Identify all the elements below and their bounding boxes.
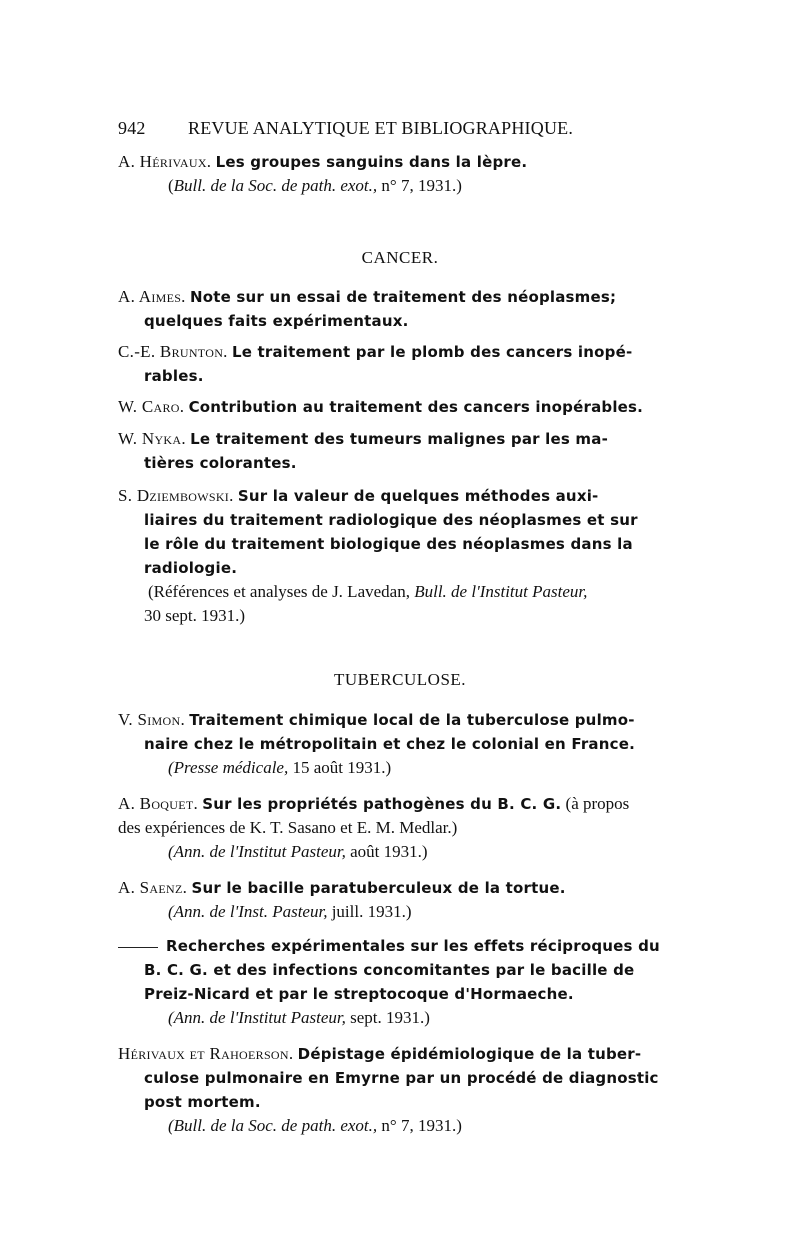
page-number: 942: [118, 118, 146, 138]
entry-title: Traitement chimique local de la tuberculose pulmo-: [189, 711, 635, 729]
section-title-cancer: CANCER.: [361, 248, 439, 267]
entry-title: Sur les propriétés pathogènes du B. C. G.: [202, 795, 562, 813]
entry-title: Recherches expérimentales sur les effets réciproques du: [166, 937, 660, 955]
entry-reference: (Ann. de l'Institut Pasteur, sept. 1931.): [168, 1008, 430, 1027]
entry-reference: (Bull. de la Soc. de path. exot., n° 7, 1931.): [168, 176, 462, 195]
entry-author: W. Caro.: [118, 397, 185, 416]
entry-reference: (Références et analyses de J. Lavedan, Bull. de l'Institut Pasteur,: [148, 582, 588, 601]
entry-reference: (Ann. de l'Institut Pasteur, août 1931.): [168, 842, 428, 861]
entry-title: Dépistage épidémiologique de la tuber-: [297, 1045, 642, 1063]
entry-title: Note sur un essai de traitement des néoplasmes;: [190, 288, 617, 306]
entry-title: Sur la valeur de quelques méthodes auxi-: [237, 487, 599, 505]
entry-caro: [118, 395, 688, 419]
entry-aimes: A. Aimes. Note sur un essai de traitement des néoplasmes; quelques faits expérimentaux.: [118, 287, 617, 330]
entry-title: Les groupes sanguins dans la lèpre.: [215, 153, 528, 171]
entry-brunton: C.-E. Brunton. Le traitement par le plomb des cancers inopé- rables.: [118, 342, 633, 385]
entry-author: A. Boquet.: [118, 794, 199, 813]
entry-nyka: W. Nyka. Le traitement des tumeurs malignes par les ma- tières colorantes.: [118, 429, 609, 472]
section-title-tuberculose: TUBERCULOSE.: [333, 670, 467, 689]
entry-author: A. Hérivaux.: [118, 152, 212, 171]
entry-boquet: A. Boquet. Sur les propriétés pathogènes du B. C. G. (à propos des expériences de K. T. Sasano et E. M. Medlar.) (Ann. de l'Institut Pasteur, août 1931.): [118, 792, 688, 864]
entry-title: Le traitement des tumeurs malignes par les ma-: [190, 430, 609, 448]
entry-author: Hérivaux et Rahoerson.: [118, 1044, 294, 1063]
ditto-dash: [118, 947, 158, 948]
entry-title: Sur le bacille paratuberculeux de la tortue.: [191, 879, 566, 897]
entry-reference: (Ann. de l'Inst. Pasteur, juill. 1931.): [168, 902, 412, 921]
running-title: REVUE ANALYTIQUE ET BIBLIOGRAPHIQUE.: [188, 118, 574, 138]
entry-herivaux-lepre: [118, 150, 688, 198]
entry-title: Le traitement par le plomb des cancers inopé-: [231, 343, 633, 361]
entry-author: A. Saenz.: [118, 878, 188, 897]
entry-herivaux-rahoerson: Hérivaux et Rahoerson. Dépistage épidémiologique de la tuber- culose pulmonaire en Emyrne par un procédé de diagnostic post mortem. (Bull. de la Soc. de path. exot., n° 7, 1931.): [118, 1042, 688, 1138]
entry-author: W. Nyka.: [118, 429, 186, 448]
entry-dziembowski: S. Dziembowski. Sur la valeur de quelques méthodes auxi- liaires du traitement radiologique des néoplasmes et sur le rôle du traitement biologique des néoplasmes dans la radiologie. (Références et analyses de J. Lavedan, Bull. de l'Institut Pasteur, 30 sept. 1931.): [118, 484, 688, 628]
page-header: [118, 118, 688, 139]
entry-author: C.-E. Brunton.: [118, 342, 228, 361]
entry-saenz: [118, 876, 688, 924]
entry-author: V. Simon.: [118, 710, 185, 729]
entry-reference: (Bull. de la Soc. de path. exot., n° 7, 1931.): [168, 1116, 462, 1135]
entry-reference: (Presse médicale, 15 août 1931.): [168, 758, 392, 777]
entry-recherches: Recherches expérimentales sur les effets réciproques du B. C. G. et des infections concomitantes par le bacille de Preiz-Nicard et par le streptocoque d'Hormaeche. (Ann. de l'Institut Pasteur, sept. 1931.): [118, 934, 688, 1030]
entry-title: Contribution au traitement des cancers inopérables.: [188, 398, 644, 416]
entry-author: A. Aimes.: [118, 287, 186, 306]
entry-author: S. Dziembowski.: [118, 486, 234, 505]
entry-simon: V. Simon. Traitement chimique local de la tuberculose pulmo- naire chez le métropolitain et chez le colonial en France. (Presse médicale, 15 août 1931.): [118, 708, 688, 780]
